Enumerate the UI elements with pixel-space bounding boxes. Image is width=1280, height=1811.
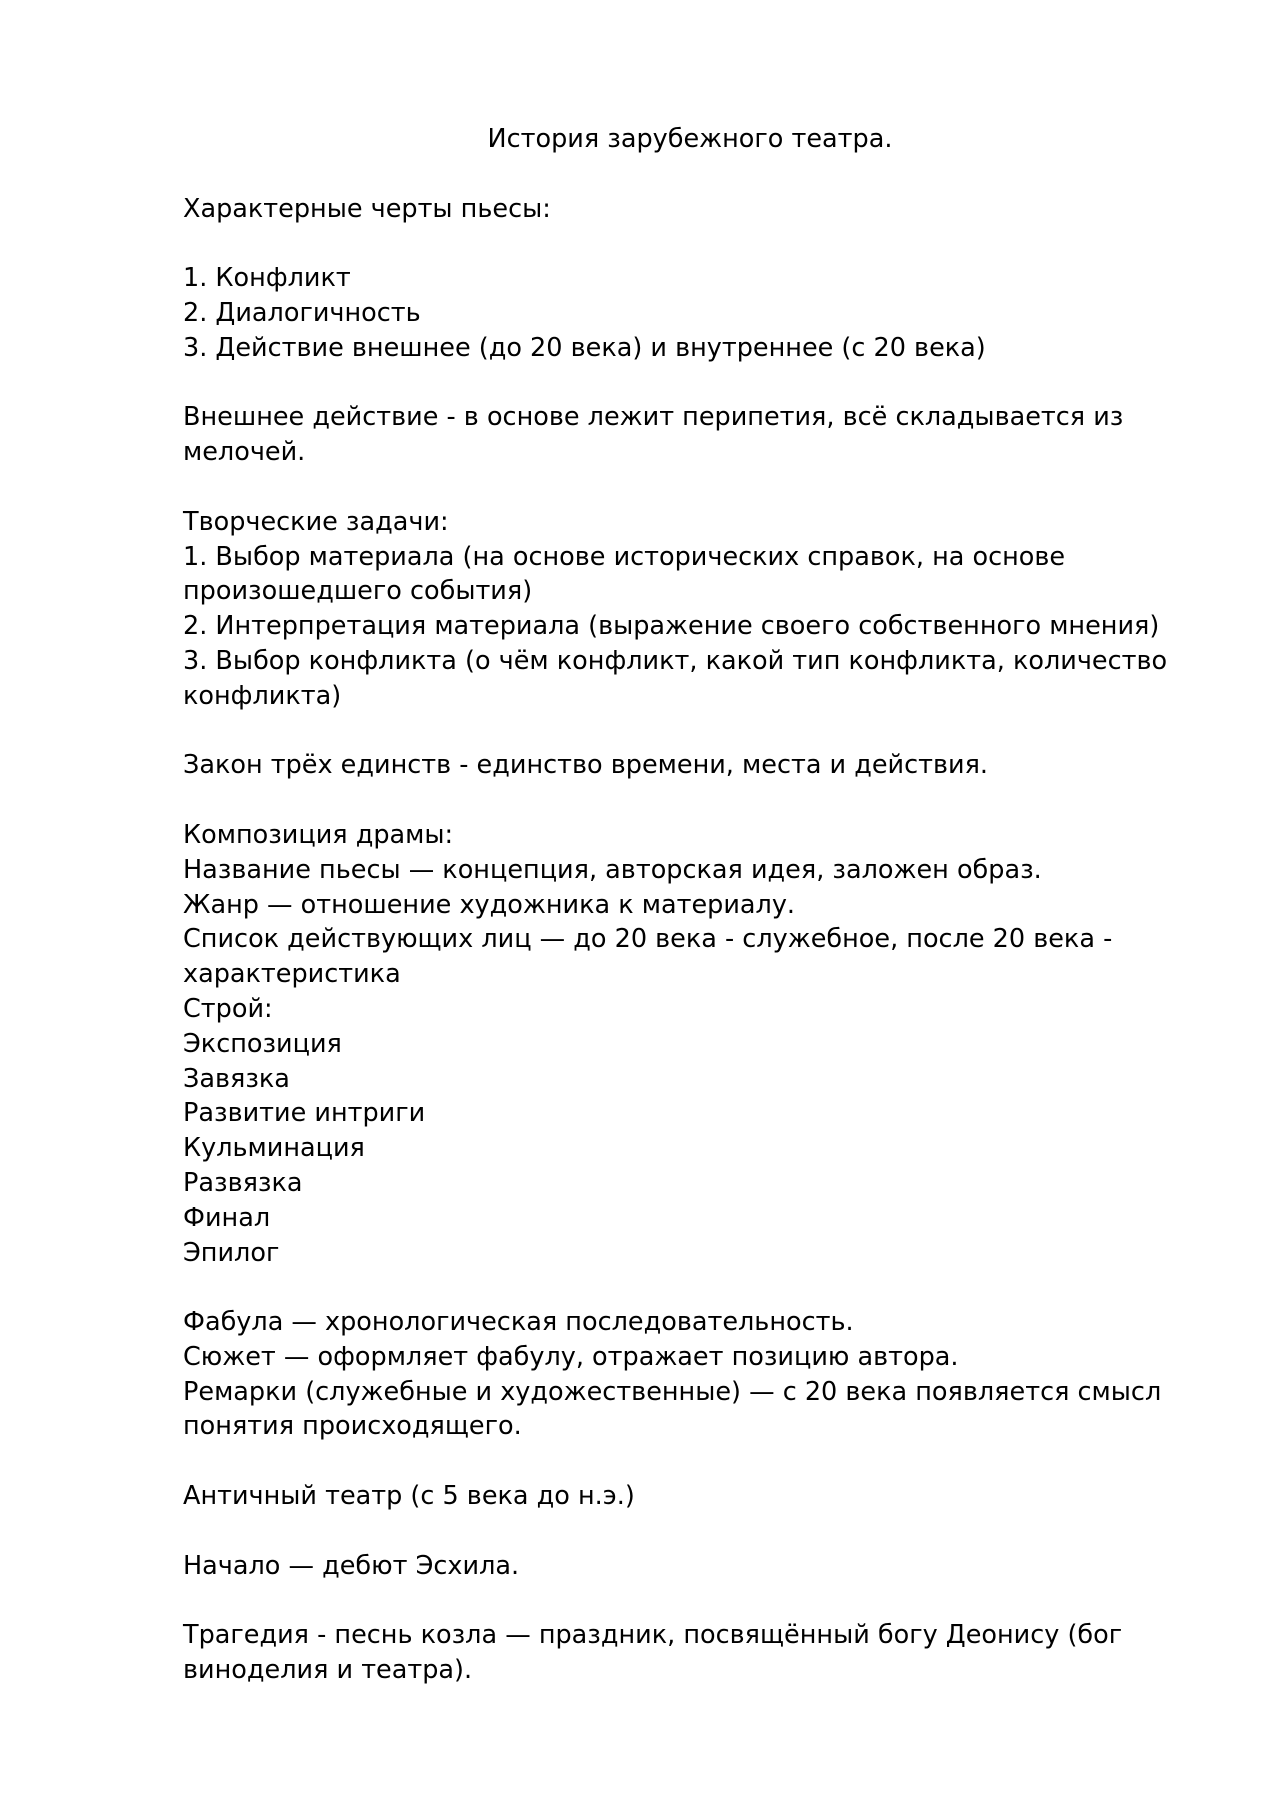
composition-heading: Композиция драмы: <box>183 819 454 850</box>
spacer <box>183 226 1203 261</box>
list-item: 1. Конфликт <box>183 263 351 294</box>
spacer <box>183 366 1203 401</box>
list-item: Строй: <box>183 993 273 1024</box>
list-item: Список действующих лиц — до 20 века - служебное, после 20 века - <box>183 924 1113 955</box>
spacer <box>183 714 1203 749</box>
list-item: 2. Диалогичность <box>183 297 421 328</box>
paragraph-line: Трагедия - песнь козла — праздник, посвящённый богу Деонису (бог <box>183 1620 1123 1651</box>
list-item: Развитие интриги <box>183 1098 426 1129</box>
paragraph-line: Начало — дебют Эсхила. <box>183 1550 520 1581</box>
list-item: Название пьесы — концепция, авторская идея, заложен образ. <box>183 854 1042 885</box>
spacer <box>183 157 1203 192</box>
list-item: Кульминация <box>183 1133 365 1164</box>
paragraph-line: Античный театр (с 5 века до н.э.) <box>183 1481 635 1512</box>
list-item: характеристика <box>183 959 401 990</box>
tasks-heading: Творческие задачи: <box>183 506 449 537</box>
paragraph-line: понятия происходящего. <box>183 1411 522 1442</box>
list-item: конфликта) <box>183 680 342 711</box>
document-body <box>183 122 1203 1688</box>
list-item: 3. Выбор конфликта (о чём конфликт, какой тип конфликта, количество <box>183 645 1168 676</box>
paragraph-line: Фабула — хронологическая последовательность. <box>183 1307 854 1338</box>
spacer <box>183 1583 1203 1618</box>
paragraph-line: Закон трёх единств - единство времени, места и действия. <box>183 750 989 781</box>
paragraph-line: мелочей. <box>183 437 306 468</box>
traits-heading: Характерные черты пьесы: <box>183 193 551 224</box>
list-item: 2. Интерпретация материала (выражение своего собственного мнения) <box>183 611 1160 642</box>
list-item: Экспозиция <box>183 1028 342 1059</box>
list-item: Финал <box>183 1202 271 1233</box>
list-item: 1. Выбор материала (на основе исторических справок, на основе <box>183 541 1066 572</box>
paragraph-line: Сюжет — оформляет фабулу, отражает позицию автора. <box>183 1341 959 1372</box>
list-item: Жанр — отношение художника к материалу. <box>183 889 796 920</box>
list-item: Завязка <box>183 1063 290 1094</box>
spacer <box>183 1444 1203 1479</box>
list-item: 3. Действие внешнее (до 20 века) и внутреннее (с 20 века) <box>183 332 986 363</box>
list-item: произошедшего события) <box>183 576 533 607</box>
spacer <box>183 470 1203 505</box>
paragraph-line: Ремарки (служебные и художественные) — с 20 века появляется смысл <box>183 1376 1162 1407</box>
paragraph-line: Внешнее действие - в основе лежит перипетия, всё складывается из <box>183 402 1124 433</box>
page-title: История зарубежного театра. <box>487 124 893 154</box>
list-item: Развязка <box>183 1167 303 1198</box>
spacer <box>183 1514 1203 1549</box>
paragraph-line: виноделия и театра). <box>183 1655 473 1686</box>
spacer <box>183 783 1203 818</box>
list-item: Эпилог <box>183 1237 280 1268</box>
spacer <box>183 1270 1203 1305</box>
